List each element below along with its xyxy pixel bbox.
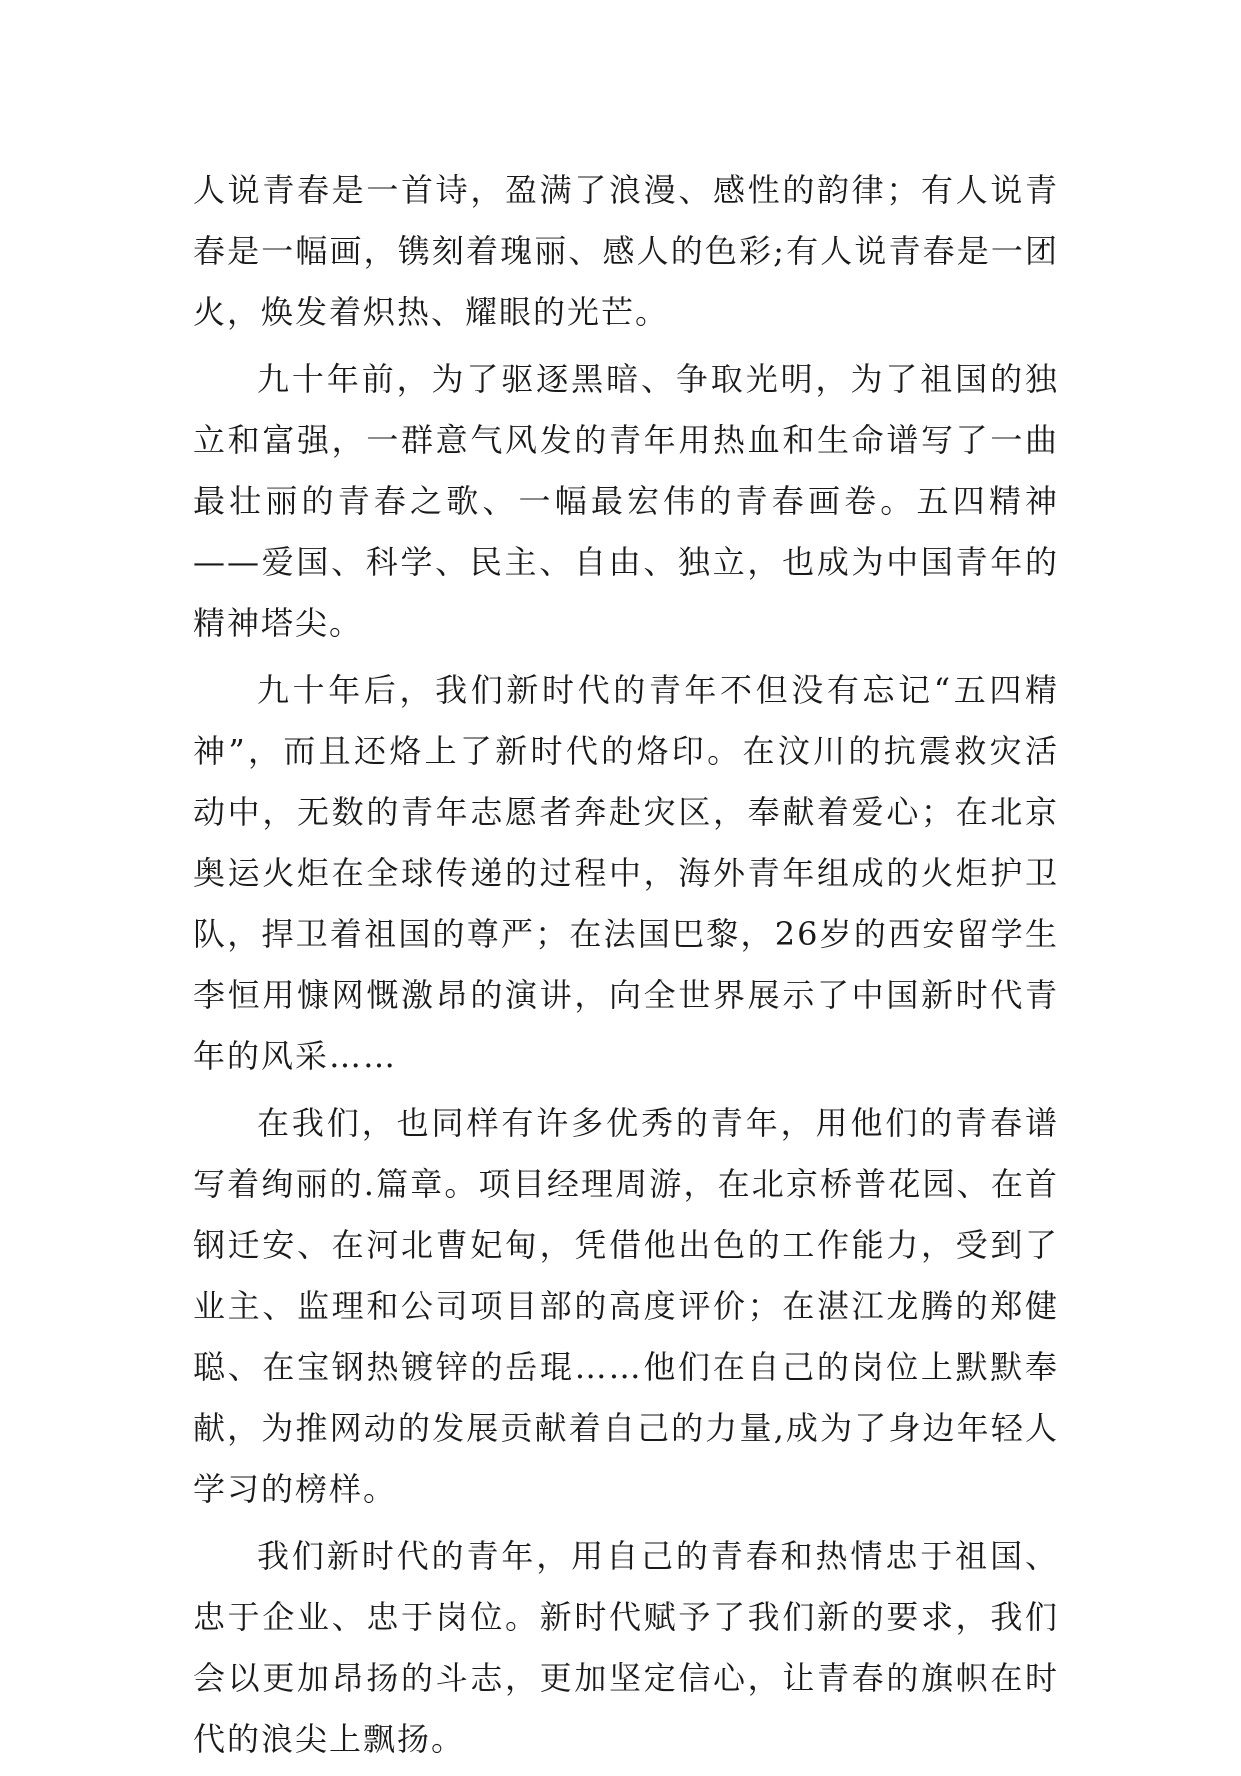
document-body [193, 160, 1059, 1776]
paragraph-3: 九十年后，我们新时代的青年不但没有忘记“五四精神”，而且还烙上了新时代的烙印。在汶川的抗震救灾活动中，无数的青年志愿者奔赴灾区，奉献着爱心；在北京奥运火炬在全球传递的过程中，海外青年组成的火炬护卫队，捍卫着祖国的尊严；在法国巴黎，26岁的西安留学生李恒用慷网慨激昂的演讲，向全世界展示了中国新时代青年的风采…… [193, 671, 1059, 1075]
paragraph-5: 我们新时代的青年，用自己的青春和热情忠于祖国、忠于企业、忠于岗位。新时代赋予了我们新的要求，我们会以更加昂扬的斗志，更加坚定信心，让青春的旗帜在时代的浪尖上飘扬。 [193, 1537, 1059, 1758]
paragraph-1: 人说青春是一首诗，盈满了浪漫、感性的韵律；有人说青春是一幅画，镌刻着瑰丽、感人的色彩;有人说青春是一团火，焕发着炽热、耀眼的光芒。 [193, 171, 1059, 331]
paragraph-2: 九十年前，为了驱逐黑暗、争取光明，为了祖国的独立和富强，一群意气风发的青年用热血和生命谱写了一曲最壮丽的青春之歌、一幅最宏伟的青春画卷。五四精神——爱国、科学、民主、自由、独立，也成为中国青年的精神塔尖。 [193, 360, 1059, 642]
paragraph-4: 在我们，也同样有许多优秀的青年，用他们的青春谱写着绚丽的.篇章。项目经理周游，在北京桥普花园、在首钢迁安、在河北曹妃甸，凭借他出色的工作能力，受到了业主、监理和公司项目部的高度评价；在湛江龙腾的郑健聪、在宝钢热镀锌的岳琨……他们在自己的岗位上默默奉献，为推网动的发展贡献着自己的力量,成为了身边年轻人学习的榜样。 [193, 1104, 1059, 1508]
